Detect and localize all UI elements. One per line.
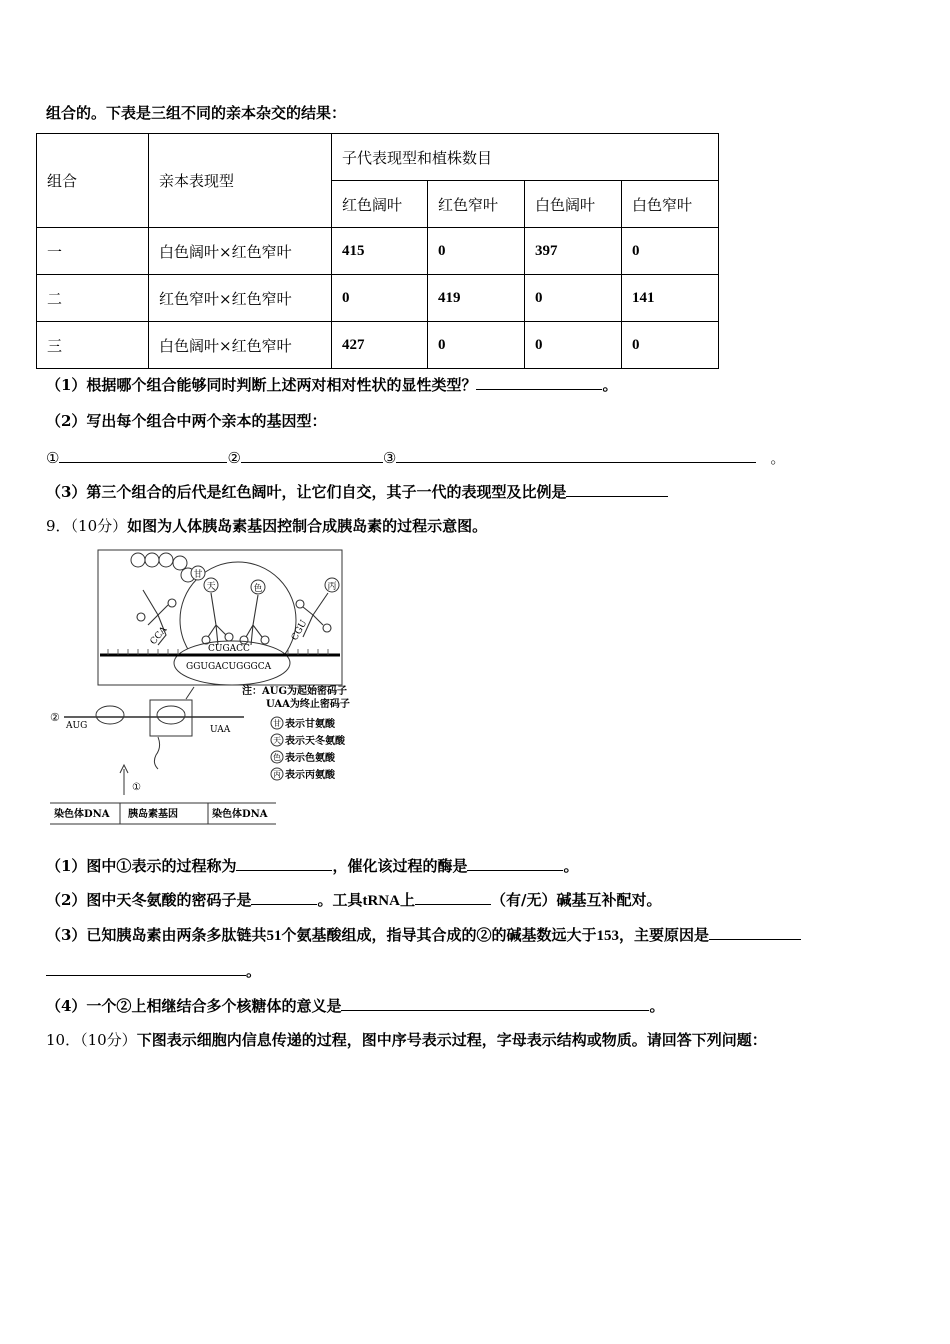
q9-part3-f: 。 <box>246 962 262 980</box>
cell-value: 0 <box>332 275 428 322</box>
th-col: 红色窄叶 <box>428 181 525 228</box>
aa-gan-label: 甘 <box>193 570 203 580</box>
answer-blank[interactable] <box>251 890 317 905</box>
trna-middle <box>202 593 269 645</box>
q9-part2-d: 上 <box>399 891 415 909</box>
start-codon: AUG <box>66 721 88 731</box>
note-4: 表示天冬氨酸 <box>285 736 345 747</box>
q9-part2-e: （有/无）碱基互补配对。 <box>490 891 662 909</box>
answer-blank[interactable] <box>396 448 756 463</box>
cell-group: 二 <box>37 275 149 322</box>
th-col: 白色阔叶 <box>525 181 622 228</box>
th-group: 组合 <box>37 134 149 228</box>
cell-value: 0 <box>428 228 525 275</box>
cell-value: 427 <box>332 322 428 369</box>
table-row <box>37 275 719 322</box>
cell-parents: 白色阔叶×红色窄叶 <box>149 322 332 369</box>
q9-part1-c: 。 <box>563 857 579 875</box>
q8-part1 <box>46 375 617 395</box>
cell-group: 一 <box>37 228 149 275</box>
anticodon-right: CGU <box>289 618 310 643</box>
dna-right-label: 染色体DNA <box>212 809 268 820</box>
q10-score: （10分） <box>80 1031 137 1049</box>
answer-blank[interactable] <box>476 375 602 390</box>
legend-se: 色 <box>273 753 281 762</box>
answer-blank[interactable] <box>415 890 491 905</box>
q8-part2-answers <box>46 448 785 468</box>
answer-blank[interactable] <box>709 925 801 940</box>
q8-part1-text: （1）根据哪个组合能够同时判断上述两对相对性状的显性类型？ <box>46 376 477 394</box>
answer-blank[interactable] <box>236 856 332 871</box>
answer-blank[interactable] <box>566 482 668 497</box>
answer-blank[interactable] <box>46 961 246 976</box>
q8-part3-text: （3）第三个组合的后代是红色阔叶，让它们自交，其子一代的表现型及比例是 <box>46 483 567 501</box>
cell-value: 0 <box>525 275 622 322</box>
intro-text: 组合的。下表是三组不同的亲本杂交的结果： <box>46 104 347 122</box>
q10-number: 10． <box>46 1031 81 1049</box>
q9-stem-text: 如图为人体胰岛素基因控制合成胰岛素的过程示意图。 <box>127 517 488 535</box>
q9-part2-a: （2）图中天冬氨酸的密码子是 <box>46 891 252 909</box>
th-col: 红色阔叶 <box>332 181 428 228</box>
cell-value: 0 <box>428 322 525 369</box>
legend-bing: 丙 <box>273 770 281 779</box>
q8-part2: （2）写出每个组合中两个亲本的基因型： <box>46 412 327 430</box>
th-offspring: 子代表现型和植株数目 <box>332 134 719 181</box>
q9-part3-num153: 153 <box>596 928 619 944</box>
aa-tian-label: 天 <box>206 582 216 592</box>
cell-value: 0 <box>622 228 719 275</box>
q9-part3-a: （3）已知胰岛素由两条多肽链共 <box>46 926 267 944</box>
table-row <box>37 228 719 275</box>
cell-group: 三 <box>37 322 149 369</box>
note-1: 注：AUG为起始密码子 <box>242 686 348 697</box>
q10-stem-text: 下图表示细胞内信息传递的过程，图中序号表示过程，字母表示结构或物质。请回答下列问题： <box>136 1031 767 1049</box>
cell-value: 0 <box>525 322 622 369</box>
zoom-pointer <box>186 687 194 699</box>
note-6: 表示丙氨酸 <box>285 770 335 781</box>
aa-bing-label: 丙 <box>327 582 337 592</box>
peptide-chain <box>131 553 195 582</box>
answer-blank[interactable] <box>59 448 227 463</box>
cell-value: 419 <box>428 275 525 322</box>
anticodon-left: CCA <box>148 624 170 647</box>
q9-part2 <box>46 890 661 911</box>
answer-blank[interactable] <box>241 448 383 463</box>
marker-2: ② <box>227 449 241 467</box>
cell-parents: 白色阔叶×红色窄叶 <box>149 228 332 275</box>
cell-value: 0 <box>622 322 719 369</box>
q9-part4 <box>46 996 664 1016</box>
label-1: ① <box>132 782 141 793</box>
q9-stem <box>46 516 487 536</box>
q9-part3-c: 个氨基酸组成，指导其合成的②的碱基数远大于 <box>281 926 597 944</box>
q9-part1-b: ，催化该过程的酶是 <box>332 857 468 875</box>
legend-tian: 天 <box>273 736 281 745</box>
table-row <box>37 322 719 369</box>
mrna-sequence: GGUGACUGGGCA <box>186 662 272 672</box>
dna-mid-label: 胰岛素基因 <box>128 809 178 820</box>
q9-score: （10分） <box>70 517 128 535</box>
q9-part3-cont <box>46 961 261 981</box>
q9-part1 <box>46 856 578 876</box>
q9-part2-b: 。工具 <box>317 891 363 909</box>
note-3: 表示甘氨酸 <box>285 719 335 730</box>
polypeptide <box>154 737 159 769</box>
marker-3: ③ <box>382 449 397 467</box>
ribosome-2 <box>157 706 185 724</box>
note-2: UAA为终止密码子 <box>266 699 350 710</box>
q9-part1-a: （1）图中①表示的过程称为 <box>46 857 237 875</box>
q9-part3 <box>46 925 801 946</box>
legend-gan: 甘 <box>273 719 281 728</box>
th-col: 白色窄叶 <box>622 181 719 228</box>
marker-1: ① <box>46 449 60 467</box>
cell-parents: 红色窄叶×红色窄叶 <box>149 275 332 322</box>
translation-figure <box>48 545 388 830</box>
q9-part4-b: 。 <box>649 997 665 1015</box>
q8-part3 <box>46 482 668 502</box>
note-5: 表示色氨酸 <box>285 753 335 764</box>
ribosome-1 <box>96 706 124 724</box>
aa-se-label: 色 <box>253 584 263 594</box>
q9-part3-e: ，主要原因是 <box>618 926 709 944</box>
q9-part2-trna: tRNA <box>362 893 400 909</box>
dna-left-label: 染色体DNA <box>54 809 110 820</box>
q9-part4-a: （4）一个②上相继结合多个核糖体的意义是 <box>46 997 342 1015</box>
cell-value: 141 <box>622 275 719 322</box>
q9-part3-num51: 51 <box>266 928 282 944</box>
codon-middle: CUGACC <box>208 644 250 654</box>
results-table <box>36 133 719 369</box>
answer-blank[interactable] <box>341 996 649 1011</box>
zoom-box <box>150 700 192 736</box>
cell-value: 397 <box>525 228 622 275</box>
q9-number: 9． <box>46 517 71 535</box>
th-parent: 亲本表现型 <box>149 134 332 228</box>
q8-part2-end: 。 <box>770 449 786 467</box>
q8-part1-end: 。 <box>602 376 618 394</box>
q10-stem <box>46 1030 767 1050</box>
label-2: ② <box>50 711 60 724</box>
answer-blank[interactable] <box>467 856 563 871</box>
stop-codon: UAA <box>210 725 231 735</box>
cell-value: 415 <box>332 228 428 275</box>
